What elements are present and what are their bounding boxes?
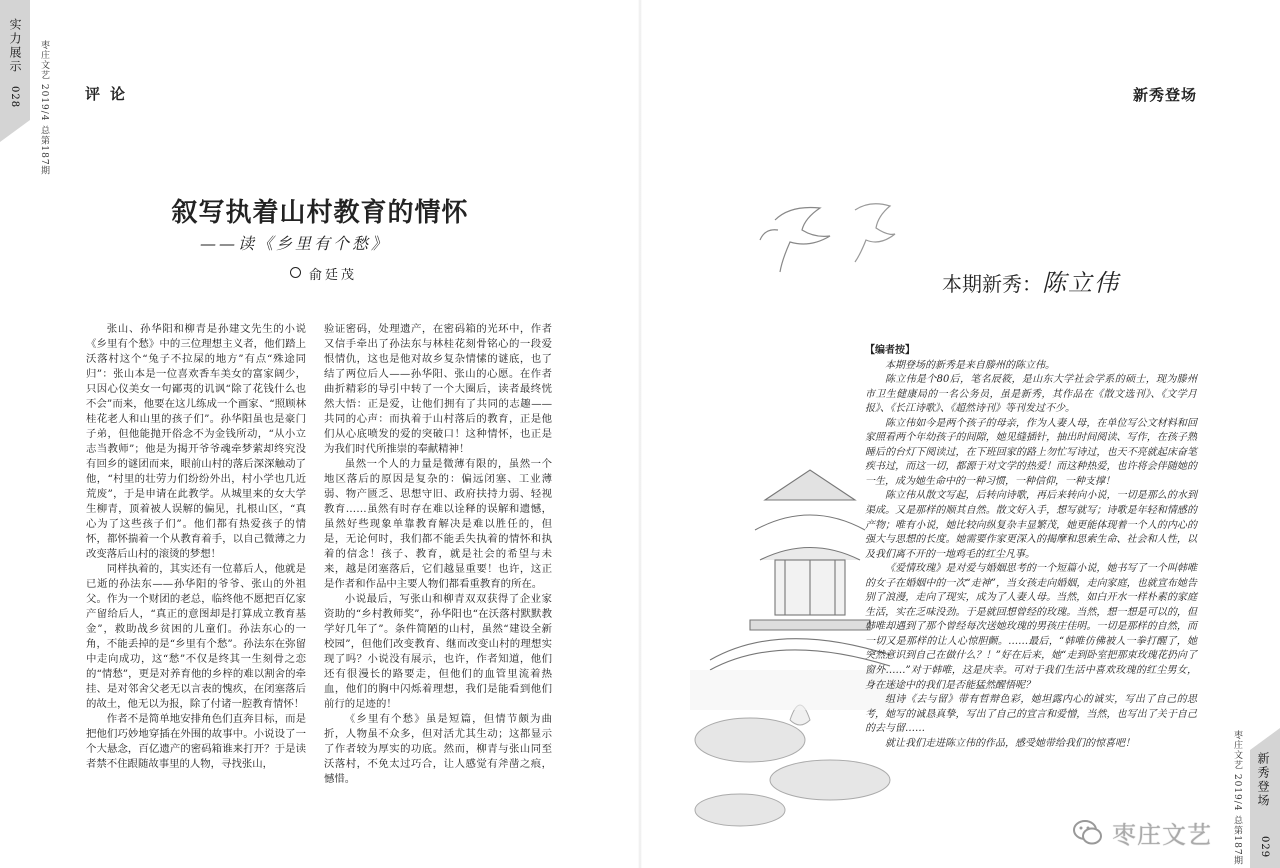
right-tab-corner xyxy=(1250,728,1280,750)
author-circle-icon xyxy=(290,267,301,278)
section-label-right: 新秀登场 xyxy=(1133,86,1198,104)
right-issue-info: 枣庄文艺 2019/4 总第187期 xyxy=(1232,730,1242,866)
left-side-tab xyxy=(0,0,30,868)
left-issue-info: 枣庄文艺 2019/4 总第187期 xyxy=(39,40,49,176)
right-side-tab xyxy=(1250,0,1280,868)
paragraph: 《乡里有个愁》虽是短篇，但情节颇为曲折，人物虽不众多，但对活尤其生动；这都显示了作者较为厚实的功底。然而，柳青与张山同至沃落村，不免太过巧合，让人感觉有斧凿之痕，憾惜。 xyxy=(324,713,552,785)
article-column-2 xyxy=(324,322,552,802)
page-gutter xyxy=(638,0,642,868)
editor-note-heading: 【编者按】 xyxy=(865,345,915,356)
author-name: 俞廷茂 xyxy=(309,268,358,283)
paragraph: 作者不是简单地安排角色们直奔目标，而是把他们巧妙地穿插在外围的故事中。小说设了一个大悬念，百亿遗产的密码箱谁来打开？于是读者禁不住跟随故事里的人物，寻找张山， xyxy=(86,713,306,770)
paragraph: 《爱情玫瑰》是对爱与婚姻思考的一个短篇小说，她书写了一个叫韩唯的女子在婚姻中的一次“走神”，当女孩走向婚姻，走向家庭，也就宣布她告别了浪漫，走向了现实，成为了人妻人母。当然，如白开水一样朴素的家庭生活，实在乏味没劲。于是就回想曾经的玫瑰。当然，想一想是可以的，但韩唯却遇到了那个曾经每次送她玫瑰的男孩庄佳明。一切是那样的自然，而一切又是那样的让人心惊胆颤。……最后，“韩唯仿佛被人一拳打醒了，她突然意识到自己在做什么？！”好在后来，她“走到卧室把那束玫瑰花扔向了窗外……”对于韩唯，这是庆幸。可对于我们生活中喜欢玫瑰的红尘男女，身在迷途中的我们是否能猛然醒悟呢？ xyxy=(865,563,1197,691)
paragraph: 同样执着的，其实还有一位幕后人，他就是已逝的孙法东——孙华阳的爷爷、张山的外祖父。作为一个财团的老总，临终他不愿把百亿家产留给后人，“真正的意图却是打算成立教育基金”，救助战乡贫困的儿童们。孙法东心的一角，不能丢掉的是“乡里有个愁”。孙法东在弥留中走向成功，这“愁”不仅是终其一生刻骨之恋的“情愁”，更是对养育他的乡梓的难以割舍的牵挂、是对邻舍父老无以言表的愧疚，在闭塞落后的故土，他无以为报，除了付诸一腔教育情怀！ xyxy=(86,563,306,710)
right-tab-label: 新秀登场 xyxy=(1256,752,1270,808)
lotus-icon xyxy=(695,705,890,826)
article-column-1 xyxy=(86,322,306,802)
right-page-number: 029 xyxy=(1259,835,1270,858)
article-subtitle: ——读《乡里有个愁》 xyxy=(200,234,391,253)
paragraph: 张山、孙华阳和柳青是孙建文先生的小说《乡里有个愁》中的三位理想主义者，他们踏上沃落村这个“兔子不拉屎的地方”有点“殊途同归”：张山本是一位喜欢香车美女的富家阔少，只因心仪美女一句鄙夷的讥讽“除了花钱什么也不会”而来，他要在这儿练成一个画家、“照顾林桂花老人和山里的孩子们”。孙华阳虽也是豪门子弟，但他能抛开俗念不为金钱所动，“从小立志当教师”；他是为揭开爷爷魂牵梦萦却终究没有回乡的谜团而来，眼前山村的落后深深触动了他，“村里的壮劳力们纷纷外出，村小学也几近荒废”，于是申请在此教学。从城里来的女大学生柳青，顶着被人误解的偏见，扎根山区，“真心为了这些孩子们”。他们都有热爱孩子的情怀，都怀揣着一个从教育着手，以自己微薄之力改变落后山村的滚烫的梦想！ xyxy=(86,323,306,560)
paragraph: 组诗《去与留》带有哲辩色彩，她坦露内心的诚实，写出了自己的思考，她写的诚恳真挚，写出了自己的宣言和爱憎，当然，也写出了关于自己的去与留…… xyxy=(865,694,1197,735)
left-page-number: 028 xyxy=(9,86,20,109)
left-tab-label: 实力展示 xyxy=(8,18,22,74)
byline xyxy=(290,264,357,283)
crane-icon xyxy=(855,204,895,262)
paragraph: 就让我们走进陈立伟的作品，感受她带给我们的惊喜吧！ xyxy=(885,737,1135,749)
paragraph: 验证密码，处理遗产，在密码箱的光环中，作者又信手牵出了孙法东与林桂花刻骨铭心的一段爱恨情仇，这也是他对故乡复杂情愫的谜底，也了结了两位后人——孙华阳、张山的心愿。在作者曲折精彩的导引中转了一个大圈后，读者最终恍然大悟：正是爱，让他们拥有了共同的志趣——共同的心声：而执着于山村落后的教育，正是他们从心底喷发的爱的突破口！这种情怀，也正是为我们时代所推崇的奉献精神！ xyxy=(324,323,552,455)
new-star-name: 陈立伟 xyxy=(1042,269,1120,297)
pavilion-icon xyxy=(710,470,890,670)
paragraph: 陈立伟从散文写起，后转向诗歌，再后来转向小说，一切是那么的水到渠成。又是那样的顺其自然。散文好入手，想写就写；诗歌是年轻和情感的产物；唯有小说，她比较向纵复杂丰显繁茂，她更能体现着一个人的内心的强大与思想的长度。她需要作家更深入的揭摩和思索生命、社会和人性，以及我们离不开的一地鸡毛的红尘凡事。 xyxy=(865,490,1197,560)
editor-note xyxy=(865,344,1197,751)
paragraph: 虽然一个人的力量是微薄有限的，虽然一个地区落后的原因是复杂的：偏远闭塞、工业薄弱、物产匮乏、思想守旧、政府扶持力弱、轻视教育……虽然有时存在难以诠释的误解和遗憾，虽然好些现象单靠教育解决是难以胜任的，但是，无论何时，我们都不能丢失执着的情怀和执着的信念！孩子、教育，就是社会的希望与未来，越是闭塞落后，它们越显重要！也许，这正是作者和作品中主要人物们都看重教育的所在。 xyxy=(324,458,552,590)
new-star-heading xyxy=(942,263,1120,298)
new-star-label: 本期新秀： xyxy=(942,272,1042,296)
wechat-icon xyxy=(1072,817,1104,849)
left-tab-corner xyxy=(0,120,30,142)
wechat-watermark xyxy=(1072,813,1272,853)
section-label-left: 评论 xyxy=(85,85,136,103)
paragraph: 陈立伟如今是两个孩子的母亲，作为人妻人母，在单位写公文材料和回家照看两个年幼孩子的间隙，她见缝插针，抽出时间阅读、写作，在孩子熟睡后的台灯下阅读过，在下班回家的路上勿忙写诗过，也天不亮就起床奋笔疾书过，而这一切，都源于对文学的热爱！而这种热爱，也许将会伴随她的一生，成为她生命中的一种习惯，一种信仰，一种支撑！ xyxy=(865,417,1197,487)
article-title: 叙写执着山村教育的情怀 xyxy=(171,198,469,228)
crane-icon xyxy=(760,208,830,273)
paragraph: 本期登场的新秀是来自滕州的陈立伟。 xyxy=(885,359,1055,371)
watermark-text: 枣庄文艺 xyxy=(1112,821,1212,849)
paragraph: 陈立伟是个80后，笔名辰筱，是山东大学社会学系的硕士，现为滕州市卫生健康局的一名公务员，虽是新秀，其作品在《散文选刊》、《文学月报》、《长江诗歌》、《超然诗刊》等刊发过不少。 xyxy=(865,374,1197,415)
paragraph: 小说最后，写张山和柳青双双获得了企业家资助的“乡村教师奖”，孙华阳也“在沃落村默默教学好几年了”。条件简陋的山村，虽然“建设全新校园”，但他们改变教育、继而改变山村的理想实现了吗？小说没有展示，也许，作者知道，他们还有很漫长的路要走，但他们的血管里流着热血，他们的胸中闪烁着理想，我们是能看到他们前行的足迹的！ xyxy=(324,593,552,710)
